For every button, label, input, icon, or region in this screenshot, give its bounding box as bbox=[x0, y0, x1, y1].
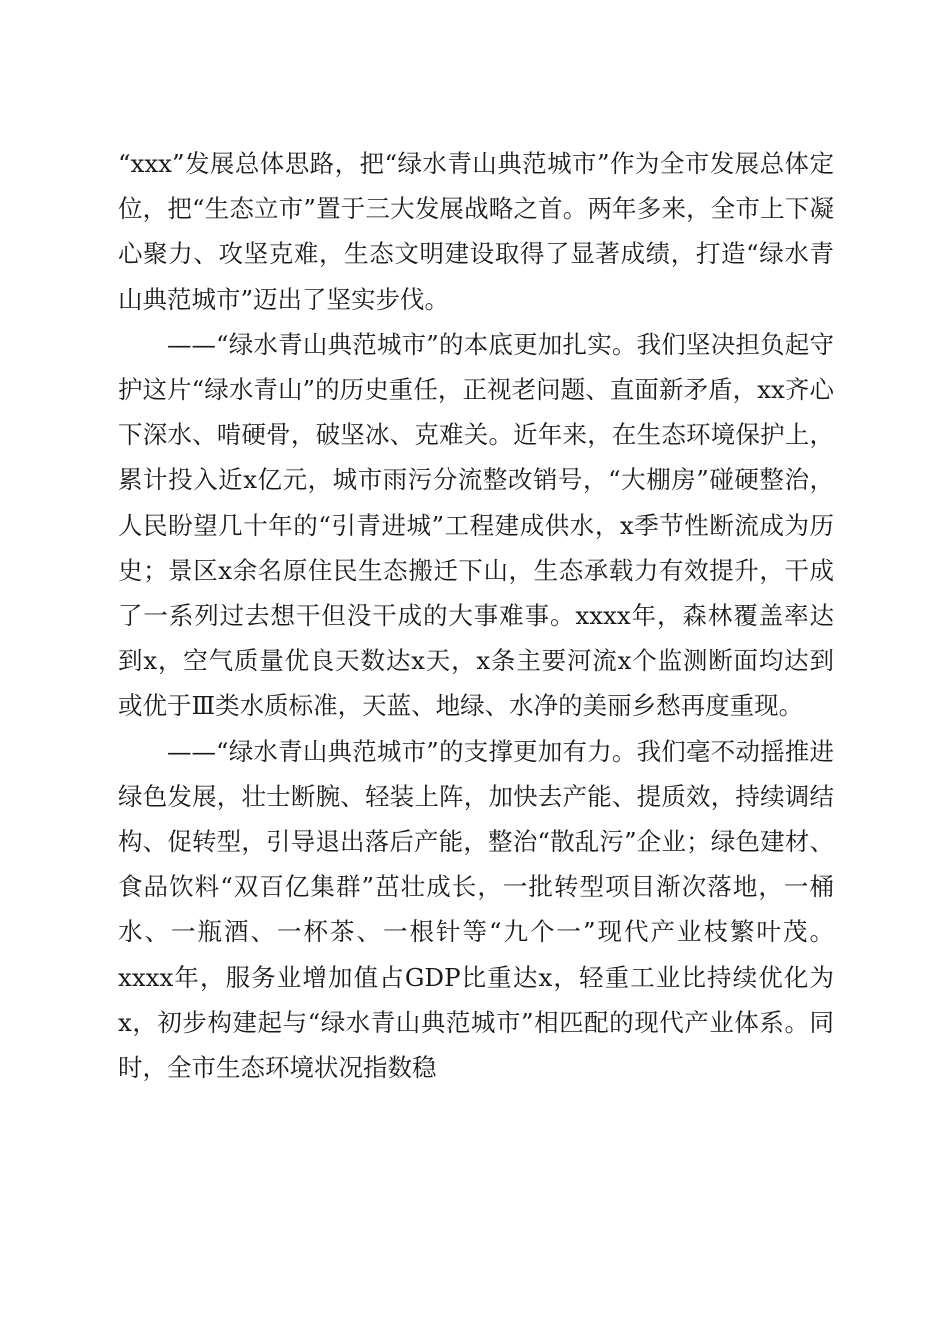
paragraph-foundation: ——“绿水青山典范城市”的本底更加扎实。我们坚决担负起守护这片“绿水青山”的历史重任，正视老问题、直面新矛盾，xx齐心下深水、啃硬骨，破坚冰、克难关。近年来，在生态环境保护上，累计投入近x亿元，城市雨污分流整改销号，“大棚房”碰硬整治，人民盼望几十年的“引青进城”工程建成供水，x季节性断流成为历史；景区x余名原住民生态搬迁下山，生态承载力有效提升，干成了一系列过去想干但没干成的大事难事。xxxx年，森林覆盖率达到x，空气质量优良天数达x天，x条主要河流x个监测断面均达到或优于Ⅲ类水质标准，天蓝、地绿、水净的美丽乡愁再度重现。 bbox=[118, 329, 834, 721]
document-body bbox=[118, 141, 834, 1090]
paragraph-support: ——“绿水青山典范城市”的支撑更加有力。我们毫不动摇推进绿色发展，壮士断腕、轻装上阵，加快去产能、提质效，持续调结构、促转型，引导退出落后产能，整治“散乱污”企业；绿色建材、食品饮料“双百亿集群”茁壮成长，一批转型项目渐次落地，一桶水、一瓶酒、一杯茶、一根针等“九个一”现代产业枝繁叶茂。xxxx年，服务业增加值占GDP比重达x，轻重工业比持续优化为x，初步构建起与“绿水青山典范城市”相匹配的现代产业体系。同时，全市生态环境状况指数稳 bbox=[118, 736, 834, 1083]
paragraph-intro: “xxx”发展总体思路，把“绿水青山典范城市”作为全市发展总体定位，把“生态立市”置于三大发展战略之首。两年多来，全市上下凝心聚力、攻坚克难，生态文明建设取得了显著成绩，打造“绿水青山典范城市”迈出了坚实步伐。 bbox=[118, 149, 834, 314]
